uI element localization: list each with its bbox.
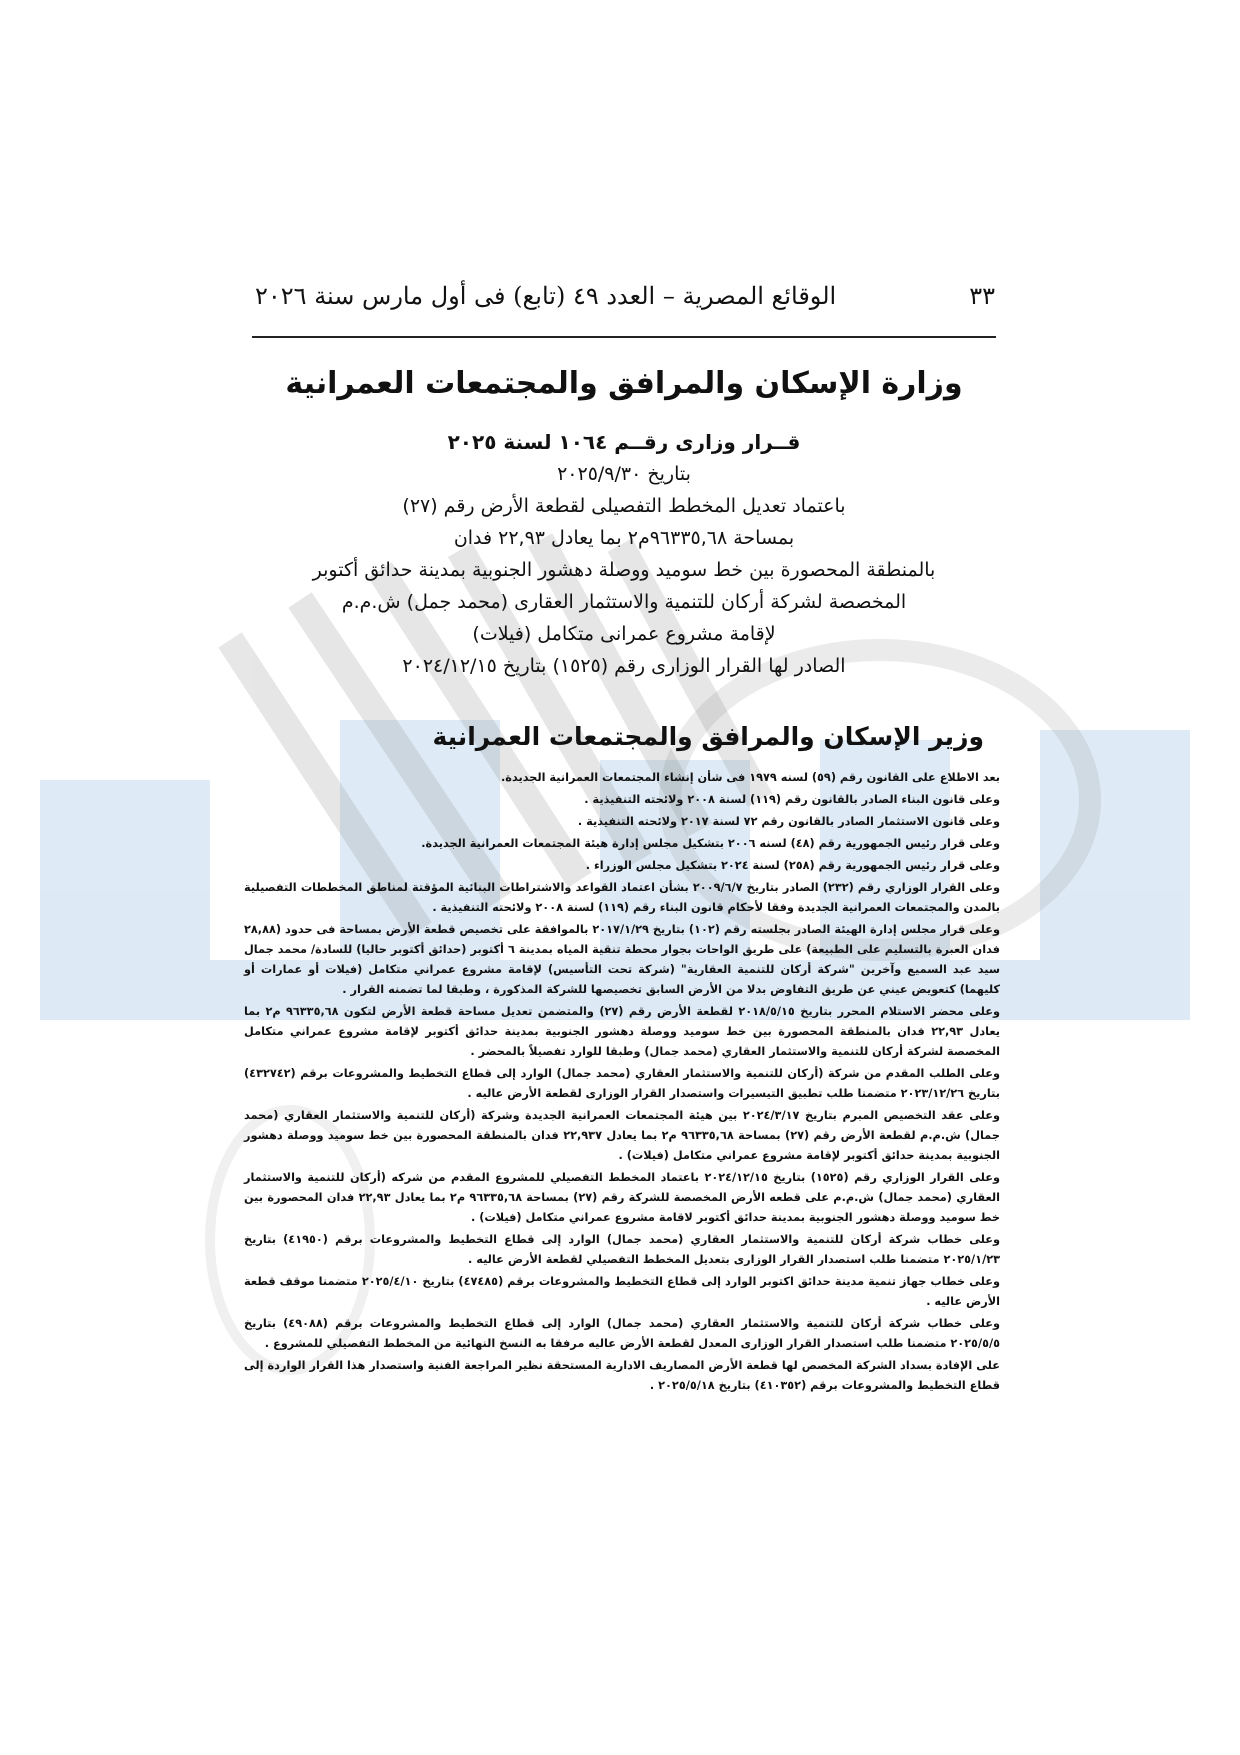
body-paragraph: وعلى قانون الاستثمار الصادر بالقانون رقم ٧٢ لسنة ٢٠١٧ ولائحته التنفيذية .	[577, 815, 1000, 828]
decree-line: لإقامة مشروع عمرانى متكامل (فيلات)	[472, 623, 776, 645]
header-divider	[252, 336, 996, 338]
decree-body	[244, 768, 1000, 1398]
ministry-title: وزارة الإسكان والمرافق والمجتمعات العمرانية	[285, 366, 963, 401]
page-number: ٣٣	[969, 282, 995, 310]
body-paragraph: وعلى قرار مجلس إدارة الهيئة الصادر بجلسته رقم (١٠٢) بتاريخ ٢٠١٧/١/٢٩ بالموافقة على تخصيص قطعة الأرض بمساحة فى حدود (٢٨,٨٨ فدان العبرة بالتسليم على الطبيعة) على طريق الواحات بجوار محطة تنقية المياه بمدينة ٦ أكتوبر (حدائق أكتوبر حاليا) للسادة/ محمد جمال سيد عبد السميع وآخرين "شركة أركان للتنمية العقارية" (شركة تحت التأسيس) لإقامة مشروع عمراني متكامل (فيلات أو عمارات أو كليهما) كتعويض عيني عن طريق التفاوض بدلا من الأرض السابق تخصيصها للشركة المذكورة ، وطبقا لما تضمنه القرار .	[244, 923, 1000, 996]
minister-title: وزير الإسكان والمرافق والمجتمعات العمرانية	[432, 722, 984, 751]
decree-line: الصادر لها القرار الوزارى رقم (١٥٢٥) بتاريخ ٢٠٢٤/١٢/١٥	[402, 655, 846, 677]
decree-heading	[252, 426, 996, 682]
header-title: الوقائع المصرية – العدد ٤٩ (تابع) فى أول مارس سنة ٢٠٢٦	[255, 282, 837, 310]
body-paragraph: على الإفادة بسداد الشركة المخصص لها قطعة الأرض المصاريف الادارية المستحقة نظير المراجعة الفنية واستصدار هذا القرار الواردة إلى قطاع التخطيط والمشروعات برقم (٤١٠٣٥٢) بتاريخ ٢٠٢٥/٥/١٨ .	[244, 1359, 1000, 1392]
body-paragraph: وعلى قرار رئيس الجمهورية رقم (٤٨) لسنه ٢٠٠٦ بتشكيل مجلس إدارة هيئة المجتمعات العمرانية الجديدة.	[421, 837, 1000, 850]
body-paragraph: وعلى خطاب شركة أركان للتنمية والاستثمار العقاري (محمد جمال) الوارد إلى قطاع التخطيط والمشروعات برقم (٤٩٠٨٨) بتاريخ ٢٠٢٥/٥/٥ متضمنا طلب استصدار القرار الوزارى المعدل لقطعة الأرض عاليه مرفقا به النسخ النهائية من المخطط التفصيلي للمشروع .	[244, 1317, 1001, 1350]
body-paragraph: وعلى خطاب جهاز تنمية مدينة حدائق اكتوبر الوارد إلى قطاع التخطيط والمشروعات برقم (٤٧٤٨٥) بتاريخ ٢٠٢٥/٤/١٠ متضمنا موقف قطعة الأرض عاليه .	[244, 1275, 1000, 1308]
body-paragraph: بعد الاطلاع على القانون رقم (٥٩) لسنه ١٩٧٩ فى شأن إنشاء المجتمعات العمرانية الجديدة.	[500, 771, 1000, 784]
decree-title: قــرار وزارى رقــم ١٠٦٤ لسنة ٢٠٢٥	[447, 430, 801, 454]
body-paragraph: وعلى محضر الاستلام المحرر بتاريخ ٢٠١٨/٥/١٥ لقطعة الأرض رقم (٢٧) والمتضمن تعديل مساحة قطعة الأرض لتكون ٩٦٣٣٥,٦٨ م٢ بما يعادل ٢٢,٩٣ فدان بالمنطقة المحصورة بين خط سوميد ووصلة دهشور الجنوبية بمدينة حدائق أكتوبر لإقامة مشروع عمراني متكامل المخصصة لشركة أركان للتنمية والاستثمار العقاري (محمد جمال) وطبقا للوارد تفصيلاً بالمحضر .	[244, 1005, 1000, 1058]
decree-line: بمساحة ٩٦٣٣٥,٦٨م٢ بما يعادل ٢٢,٩٣ فدان	[453, 527, 795, 549]
body-paragraph: وعلى القرار الوزاري رقم (١٥٢٥) بتاريخ ٢٠٢٤/١٢/١٥ باعتماد المخطط التفصيلي للمشروع المقدم من شركه (أركان للتنمية والاستثمار العقاري (محمد جمال) ش.م.م على قطعه الأرض المخصصة للشركة رقم (٢٧) بمساحة ٩٦٣٣٥,٦٨ م٢ بما يعادل ٢٢,٩٣ فدان المحصورة بين خط سوميد ووصلة دهشور الجنوبية بمدينة حدائق أكتوبر لاقامة مشروع عمراني متكامل (فيلات) .	[244, 1171, 1000, 1224]
decree-date: بتاريخ ٢٠٢٥/٩/٣٠	[557, 463, 691, 485]
body-paragraph: وعلى قانون البناء الصادر بالقانون رقم (١١٩) لسنة ٢٠٠٨ ولائحته التنفيذية .	[584, 793, 1000, 806]
body-paragraph: وعلى عقد التخصيص المبرم بتاريخ ٢٠٢٤/٣/١٧ بين هيئة المجتمعات العمرانية الجديدة وشركة (أركان للتنمية والاستثمار العقاري (محمد جمال) ش.م.م لقطعة الأرض رقم (٢٧) بمساحة ٩٦٣٣٥,٦٨ م٢ بما يعادل ٢٢,٩٣٧ فدان بالمنطقة المحصورة بين خط سوميد ووصلة دهشور الجنوبية بمدينة حدائق أكتوبر لإقامة مشروع عمراني متكامل (فيلات) .	[244, 1109, 1000, 1162]
body-paragraph: وعلى الطلب المقدم من شركة (أركان للتنمية والاستثمار العقاري (محمد جمال) الوارد إلى قطاع التخطيط والمشروعات برقم (٤٣٢٧٤٢) بتاريخ ٢٠٢٣/١٢/٢٦ متضمنا طلب تطبيق التيسيرات واستصدار القرار الوزارى لقطعة الأرض عاليه .	[244, 1067, 1000, 1100]
running-header	[255, 282, 995, 310]
body-paragraph: وعلى القرار الوزاري رقم (٢٣٢) الصادر بتاريخ ٢٠٠٩/٦/٧ بشأن اعتماد القواعد والاشتراطات البنائية المؤقتة لمناطق المخططات التفصيلية بالمدن والمجتمعات العمرانية الجديدة وفقا لأحكام قانون البناء رقم (١١٩) لسنة ٢٠٠٨ ولائحته التنفيذية .	[244, 881, 1000, 914]
decree-line: بالمنطقة المحصورة بين خط سوميد ووصلة دهشور الجنوبية بمدينة حدائق أكتوبر	[312, 559, 936, 581]
body-paragraph: وعلى خطاب شركة أركان للتنمية والاستثمار العقاري (محمد جمال) الوارد إلى قطاع التخطيط والمشروعات برقم (٤١٩٥٠) بتاريخ ٢٠٢٥/١/٢٣ متضمنا طلب استصدار القرار الوزارى بتعديل المخطط التفصيلي لقطعة الأرض عاليه .	[244, 1233, 1001, 1266]
decree-line: المخصصة لشركة أركان للتنمية والاستثمار العقارى (محمد جمل) ش.م.م	[341, 591, 907, 613]
body-paragraph: وعلى قرار رئيس الجمهورية رقم (٢٥٨) لسنة ٢٠٢٤ بتشكيل مجلس الوزراء .	[585, 859, 1000, 872]
decree-line: باعتماد تعديل المخطط التفصيلى لقطعة الأرض رقم (٢٧)	[402, 495, 846, 517]
